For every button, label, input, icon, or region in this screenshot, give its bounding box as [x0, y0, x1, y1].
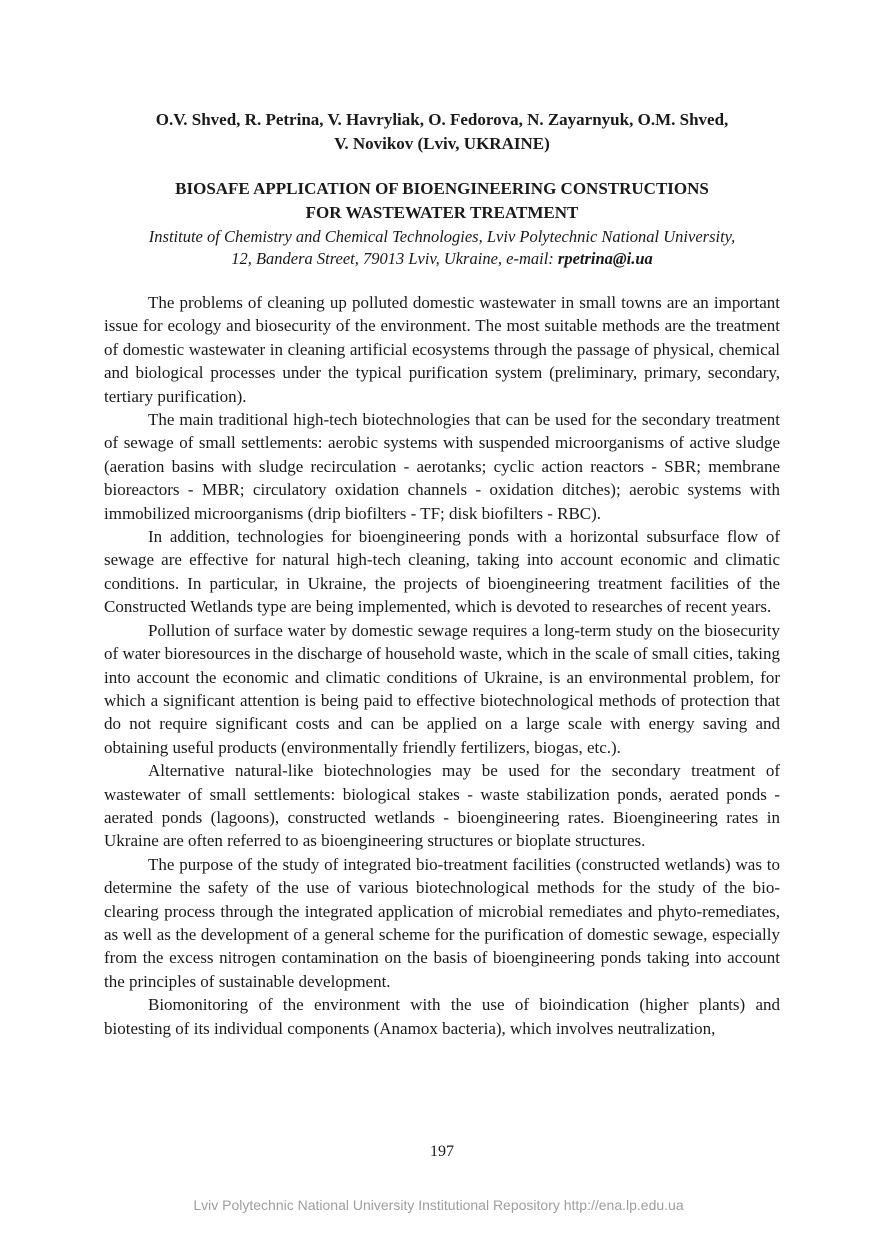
affiliation-line-2 [104, 248, 780, 270]
paragraph: The purpose of the study of integrated bio-treatment facilities (constructed wetlands) was to determine the safety of the use of various biotechnological methods for the study of the bio-clearing process through the integrated application of microbial remediates and phyto-remediates, as well as the development of a general scheme for the purification of domestic sewage, especially from the excess nitrogen contamination on the basis of bioengineering ponds taking into account the principles of sustainable development. [104, 854, 780, 991]
paragraph: The problems of cleaning up polluted domestic wastewater in small towns are an important issue for ecology and biosecurity of the environment. The most suitable methods are the treatment of domestic wastewater in cleaning artificial ecosystems through the passage of physical, chemical and biological processes under the typical purification system (preliminary, primary, secondary, tertiary purification). [104, 293, 780, 406]
repository-footer: Lviv Polytechnic National University Institutional Repository http://ena.lp.edu.ua [193, 1197, 684, 1213]
authors-block [104, 108, 780, 155]
affiliation-block [104, 226, 780, 270]
paper-title-line-1: BIOSAFE APPLICATION OF BIOENGINEERING CONSTRUCTIONS [175, 179, 709, 198]
paragraph: Pollution of surface water by domestic sewage requires a long-term study on the biosecurity of water bioresources in the discharge of household waste, which in the scale of small cities, taking into account the economic and climatic conditions of Ukraine, is an environmental problem, for which a significant attention is being paid to effective biotechnological methods of protection that do not require significant costs and can be applied on a large scale with energy saving and obtaining useful products (environmentally friendly fertilizers, biogas, etc.). [104, 620, 780, 757]
paper-title [104, 177, 780, 224]
affiliation-address: 12, Bandera Street, 79013 Lviv, Ukraine, e-mail: [231, 249, 558, 268]
page-number: 197 [430, 1143, 454, 1160]
page-content [104, 108, 780, 1040]
paragraph: Alternative natural-like biotechnologies may be used for the secondary treatment of wastewater of small settlements: biological stakes - waste stabilization ponds, aerated ponds - aerated ponds (lagoons), constructed wetlands - bioengineering rates. Bioengineering rates in Ukraine are often referred to as bioengineering structures or bioplate structures. [104, 761, 780, 851]
authors-line-1: O.V. Shved, R. Petrina, V. Havryliak, O. Fedorova, N. Zayarnyuk, O.M. Shved, [155, 110, 729, 129]
paragraph: In addition, technologies for bioengineering ponds with a horizontal subsurface flow of sewage are effective for natural high-tech cleaning, taking into account economic and climatic conditions. In particular, in Ukraine, the projects of bioengineering treatment facilities of the Constructed Wetlands type are being implemented, which is devoted to researches of recent years. [104, 527, 780, 617]
authors-line-2: V. Novikov (Lviv, UKRAINE) [334, 133, 550, 153]
paragraph: Biomonitoring of the environment with the use of bioindication (higher plants) and biotesting of its individual components (Anamox bacteria), which involves neutralization, [104, 995, 780, 1038]
body-text [104, 291, 780, 1040]
affiliation-line-1: Institute of Chemistry and Chemical Technologies, Lviv Polytechnic National University, [148, 227, 736, 246]
paragraph: The main traditional high-tech biotechnologies that can be used for the secondary treatment of sewage of small settlements: aerobic systems with suspended microorganisms of active sludge (aeration basins with sludge recirculation - aerotanks; cyclic action reactors - SBR; membrane bioreactors - MBR; circulatory oxidation channels - oxidation ditches); aerobic systems with immobilized microorganisms (drip biofilters - TF; disk biofilters - RBC). [104, 410, 780, 523]
paper-title-line-2: FOR WASTEWATER TREATMENT [305, 202, 579, 222]
email-address: rpetrina@i.ua [557, 249, 653, 268]
